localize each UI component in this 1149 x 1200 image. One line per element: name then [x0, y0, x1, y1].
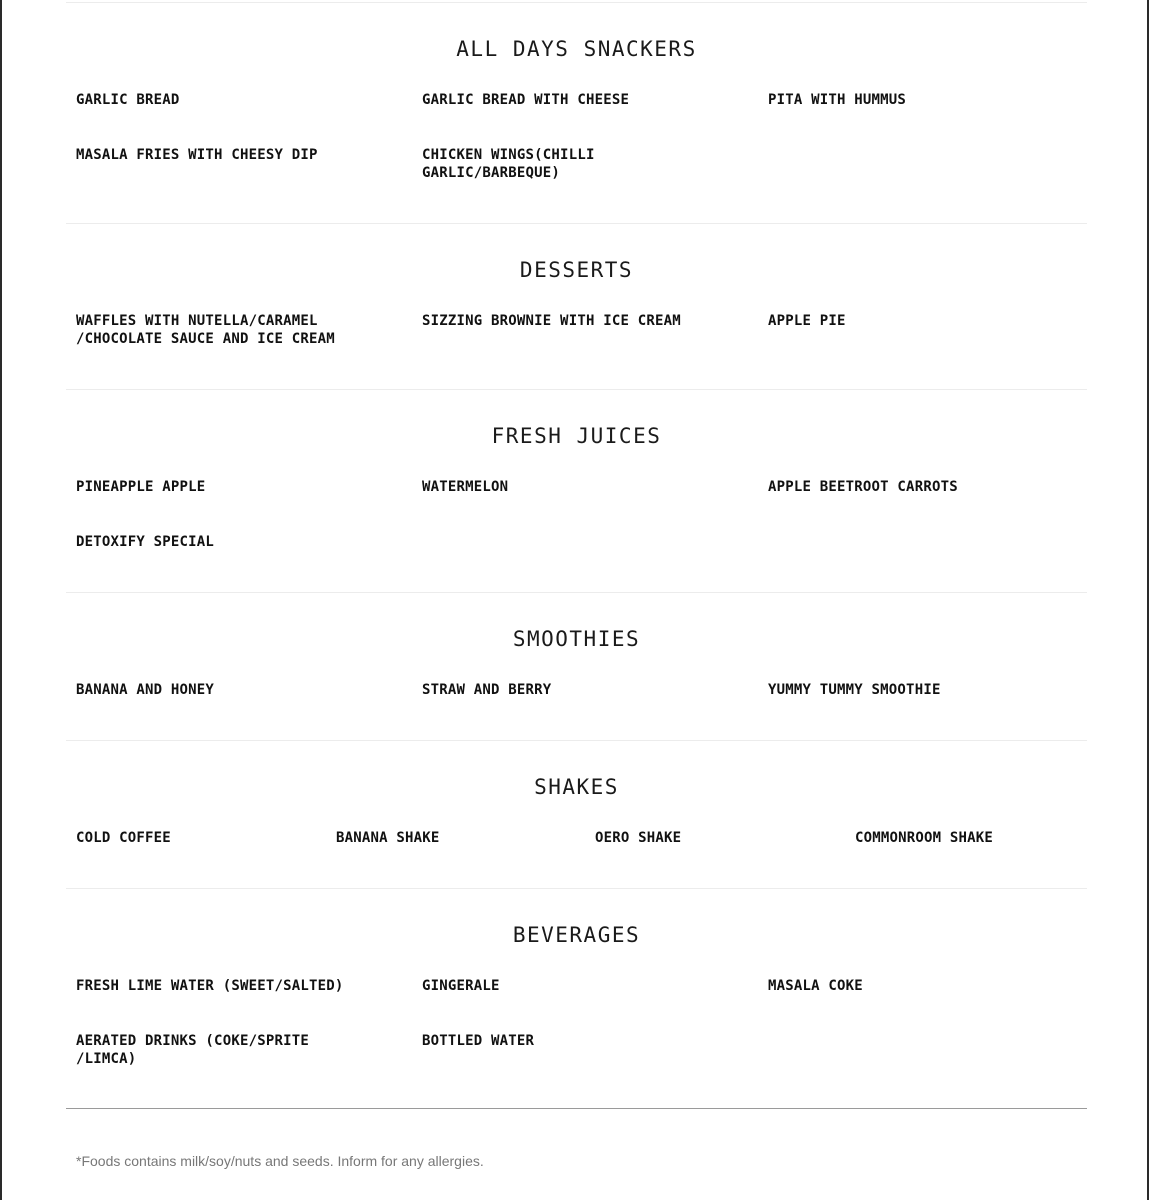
menu-item: AERATED DRINKS (COKE/SPRITE /LIMCA) — [76, 1033, 309, 1067]
section-beverages — [66, 888, 1087, 1109]
menu-item: GARLIC BREAD WITH CHEESE — [422, 92, 630, 108]
allergy-footnote: *Foods contains milk/soy/nuts and seeds. Inform for any allergies. — [76, 1153, 484, 1169]
menu-item: APPLE BEETROOT CARROTS — [768, 479, 958, 495]
section-smoothies — [66, 592, 1087, 741]
menu-item: GINGERALE — [422, 978, 500, 994]
menu-item: DETOXIFY SPECIAL — [76, 534, 215, 550]
menu-item: OERO SHAKE — [595, 830, 682, 846]
footer-divider — [66, 1108, 1087, 1109]
menu-item: MASALA COKE — [768, 978, 863, 994]
menu-item: BANANA SHAKE — [336, 830, 440, 846]
menu-item: MASALA FRIES WITH CHEESY DIP — [76, 147, 318, 163]
menu-item: SIZZING BROWNIE WITH ICE CREAM — [422, 313, 681, 329]
section-all-days-snackers — [66, 2, 1087, 224]
menu-item: BANANA AND HONEY — [76, 682, 215, 698]
menu-item: WATERMELON — [422, 479, 509, 495]
section-desserts — [66, 223, 1087, 390]
section-shakes — [66, 740, 1087, 889]
menu-item: COMMONROOM SHAKE — [855, 830, 994, 846]
section-title: BEVERAGES — [512, 923, 641, 947]
menu-item: CHICKEN WINGS(CHILLI GARLIC/BARBEQUE) — [422, 147, 595, 181]
section-fresh-juices — [66, 389, 1087, 593]
menu-item: WAFFLES WITH NUTELLA/CARAMEL /CHOCOLATE SAUCE AND ICE CREAM — [76, 313, 335, 347]
menu-item: PITA WITH HUMMUS — [768, 92, 907, 108]
menu-item: BOTTLED WATER — [422, 1033, 535, 1049]
menu-item: GARLIC BREAD — [76, 92, 180, 108]
menu-item: STRAW AND BERRY — [422, 682, 552, 698]
section-title: SHAKES — [534, 775, 619, 799]
menu-item: APPLE PIE — [768, 313, 846, 329]
section-title: FRESH JUICES — [491, 424, 662, 448]
menu-item: YUMMY TUMMY SMOOTHIE — [768, 682, 941, 698]
menu-item: FRESH LIME WATER (SWEET/SALTED) — [76, 978, 344, 994]
section-title: DESSERTS — [519, 258, 634, 282]
menu-item: PINEAPPLE APPLE — [76, 479, 206, 495]
section-title: SMOOTHIES — [512, 627, 641, 651]
section-title: ALL DAYS SNACKERS — [456, 37, 697, 61]
menu-item: COLD COFFEE — [76, 830, 171, 846]
